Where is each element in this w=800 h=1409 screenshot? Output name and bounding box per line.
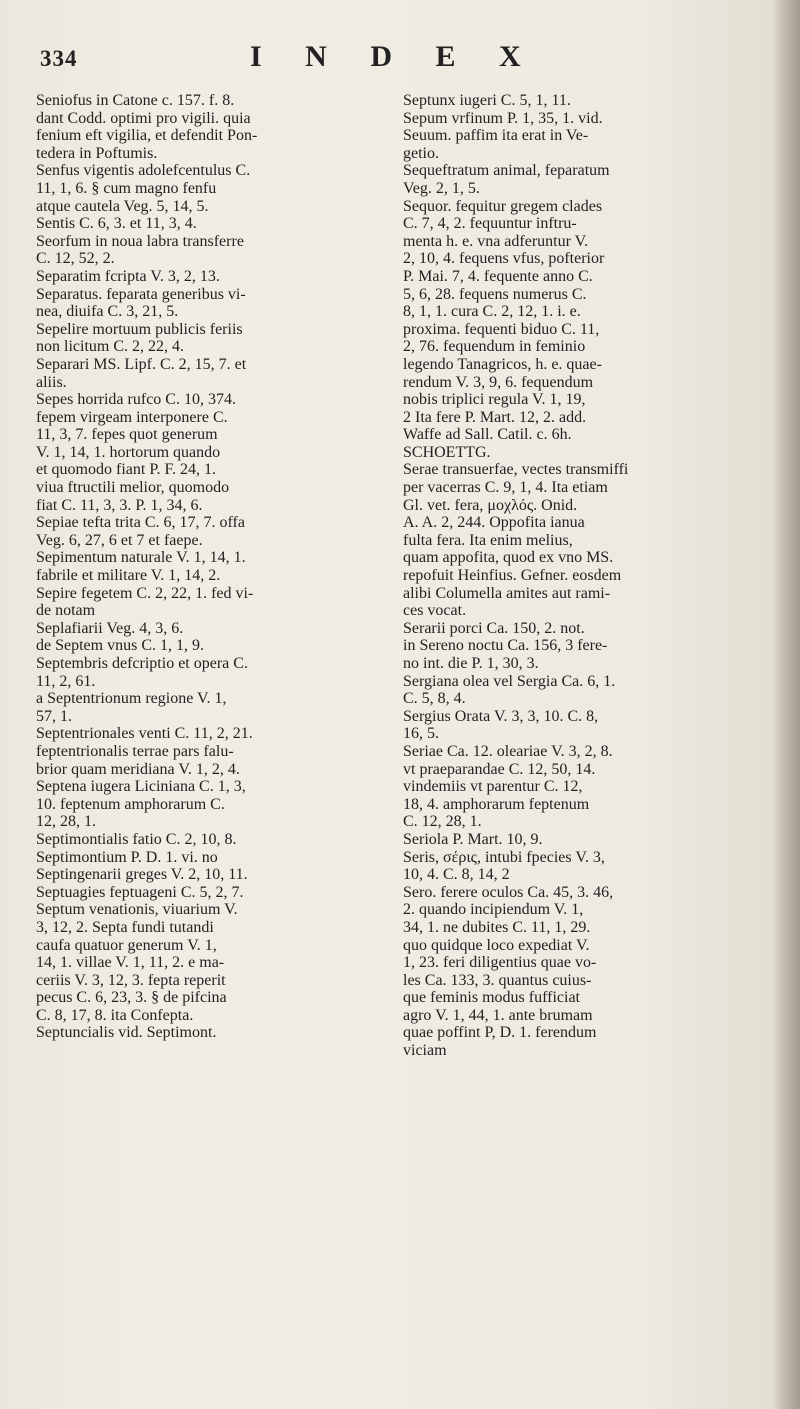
index-line: Septembris defcriptio et opera C.	[36, 655, 248, 672]
index-line: Sero. ferere oculos Ca. 45, 3. 46,	[403, 883, 614, 901]
index-line: 57, 1.	[36, 707, 72, 725]
index-line: C. 12, 28, 1.	[403, 813, 482, 831]
page-number: 334	[40, 46, 78, 71]
index-line: Seorfum in noua labra transferre	[36, 232, 244, 250]
index-line: Sepimentum naturale V. 1, 14, 1.	[36, 549, 246, 567]
index-line: Septingenarii greges V. 2, 10, 11.	[36, 866, 248, 884]
index-line: P. Mai. 7, 4. fequente anno C.	[403, 267, 593, 285]
index-line: fiat C. 11, 3, 3. P. 1, 34, 6.	[36, 496, 203, 514]
index-line: Sepiae tefta trita C. 6, 17, 7. offa	[36, 514, 245, 532]
index-line: per vacerras C. 9, 1, 4. Ita etiam	[403, 479, 608, 497]
index-line: Seris, σέρις, intubi fpecies V. 3,	[403, 848, 605, 866]
index-line: Sequor. fequitur gregem clades	[403, 197, 603, 215]
index-line: les Ca. 133, 3. quantus cuius-	[403, 971, 592, 989]
index-line: alibi Columella amites aut rami-	[403, 584, 611, 602]
index-line: 11, 1, 6. § cum magno fenfu	[36, 179, 217, 197]
index-line: Septimontium P. D. 1. vi. no	[36, 848, 218, 866]
index-line: de notam	[36, 602, 96, 620]
index-line: 11, 2, 61.	[36, 672, 96, 690]
index-line: Senfus vigentis adolefcentulus C.	[36, 162, 251, 180]
index-line: SCHOETTG.	[403, 443, 491, 461]
index-line: 10, 4. C. 8, 14, 2	[403, 866, 510, 884]
index-line: de Septem vnus C. 1, 1, 9.	[36, 637, 204, 655]
index-line: caufa quatuor generum V. 1,	[36, 936, 217, 954]
index-line: Seriola P. Mart. 10, 9.	[403, 830, 543, 848]
index-line: pecus C. 6, 23, 3. § de pifcina	[36, 989, 227, 1007]
index-line: proxima. fequenti biduo C. 11,	[403, 320, 600, 338]
index-line: 2, 10, 4. fequens vfus, pofterior	[403, 250, 605, 268]
index-line: 2. quando incipiendum V. 1,	[403, 901, 584, 919]
index-line: Septuagies feptuageni C. 5, 2, 7.	[36, 883, 244, 901]
index-line: vt praeparandae C. 12, 50, 14.	[403, 760, 596, 778]
index-line: viua ftructili melior, quomodo	[36, 479, 230, 497]
index-line: brior quam meridiana V. 1, 2, 4.	[36, 760, 240, 778]
index-line: Veg. 2, 1, 5.	[403, 179, 480, 197]
index-line: 10. feptenum amphorarum C.	[36, 795, 225, 813]
index-line: viciam	[403, 1042, 447, 1060]
index-line: 3, 12, 2. Septa fundi tutandi	[36, 918, 214, 936]
index-line: a Septentrionum regione V. 1,	[36, 690, 227, 708]
index-line: 2, 76. fequendum in feminio	[403, 338, 586, 356]
index-line: 2 Ita fere P. Mart. 12, 2. add.	[403, 408, 587, 426]
index-line: Septena iugera Liciniana C. 1, 3,	[36, 778, 246, 796]
index-line: 16, 5.	[403, 725, 439, 743]
index-line: C. 7, 4, 2. fequuntur inftru-	[403, 215, 577, 233]
index-line: A. A. 2, 244. Oppofita ianua	[403, 514, 585, 532]
index-line: Sepes horrida rufco C. 10, 374.	[36, 391, 236, 409]
index-line: Sergiana olea vel Sergia Ca. 6, 1.	[403, 672, 616, 690]
index-line: Sequeftratum animal, feparatum	[403, 162, 610, 180]
page-header	[0, 40, 790, 80]
index-line: ces vocat.	[403, 602, 467, 620]
index-line: Waffe ad Sall. Catil. c. 6h.	[403, 426, 572, 444]
index-line: Gl. vet. fera, μοχλός. Onid.	[403, 496, 578, 514]
index-column-left	[36, 92, 392, 1042]
index-line: menta h. e. vna adferuntur V.	[403, 232, 589, 250]
index-line: 1, 23. feri diligentius quae vo-	[403, 954, 597, 972]
running-title: I N D E X	[250, 40, 539, 73]
index-line: V. 1, 14, 1. hortorum quando	[36, 443, 221, 461]
index-line: getio.	[403, 144, 439, 162]
index-line: fabrile et militare V. 1, 14, 2.	[36, 567, 221, 585]
index-line: et quomodo fiant P. F. 24, 1.	[36, 461, 217, 479]
index-line: 5, 6, 28. fequens numerus C.	[403, 285, 587, 303]
index-line: no int. die P. 1, 30, 3.	[403, 655, 539, 672]
index-line: Veg. 6, 27, 6 et 7 et faepe.	[36, 531, 203, 549]
index-line: Seuum. paffim ita erat in Ve-	[403, 127, 589, 145]
index-line: 14, 1. villae V. 1, 11, 2. e ma-	[36, 954, 225, 972]
index-line: dant Codd. optimi pro vigili. quia	[36, 109, 251, 127]
index-line: fepem virgeam interponere C.	[36, 408, 228, 426]
index-line: C. 12, 52, 2.	[36, 250, 115, 268]
index-column-right	[403, 92, 771, 1060]
index-line: fulta fera. Ita enim melius,	[403, 531, 573, 549]
index-line: Separari MS. Lipf. C. 2, 15, 7. et	[36, 355, 247, 373]
index-line: quam appofita, quod ex vno MS.	[403, 549, 614, 567]
index-line: fenium eft vigilia, et defendit Pon-	[36, 127, 258, 145]
index-line: quae poffint P, D. 1. ferendum	[403, 1024, 597, 1042]
index-line: que feminis modus fufficiat	[403, 989, 580, 1007]
index-line: ceriis V. 3, 12, 3. fepta reperit	[36, 971, 226, 989]
index-line: 18, 4. amphorarum feptenum	[403, 795, 590, 813]
index-line: tedera in Poftumis.	[36, 144, 158, 162]
index-line: atque cautela Veg. 5, 14, 5.	[36, 197, 209, 215]
index-line: Seplafiarii Veg. 4, 3, 6.	[36, 619, 184, 637]
index-line: nobis triplici regula V. 1, 19,	[403, 391, 586, 409]
index-line: Seniofus in Catone c. 157. f. 8.	[36, 92, 235, 109]
index-line: non licitum C. 2, 22, 4.	[36, 338, 184, 356]
index-line: 8, 1, 1. cura C. 2, 12, 1. i. e.	[403, 303, 581, 321]
page-gutter-shadow	[772, 0, 800, 1409]
index-line: Seriae Ca. 12. oleariae V. 3, 2, 8.	[403, 742, 613, 760]
index-line: agro V. 1, 44, 1. ante brumam	[403, 1006, 593, 1024]
index-line: vindemiis vt parentur C. 12,	[403, 778, 583, 796]
index-line: in Sereno noctu Ca. 156, 3 fere-	[403, 637, 608, 655]
index-line: nea, diuifa C. 3, 21, 5.	[36, 303, 179, 321]
index-line: rendum V. 3, 9, 6. fequendum	[403, 373, 594, 391]
index-line: Septuncialis vid. Septimont.	[36, 1024, 217, 1042]
index-line: Septunx iugeri C. 5, 1, 11.	[403, 92, 571, 109]
index-line: C. 8, 17, 8. ita Confepta.	[36, 1006, 194, 1024]
index-line: Serarii porci Ca. 150, 2. not.	[403, 619, 585, 637]
index-line: legendo Tanagricos, h. e. quae-	[403, 355, 602, 373]
index-line: aliis.	[36, 373, 67, 391]
index-line: Sergius Orata V. 3, 3, 10. C. 8,	[403, 707, 599, 725]
index-line: 11, 3, 7. fepes quot generum	[36, 426, 218, 444]
index-line: Separatus. feparata generibus vi-	[36, 285, 246, 303]
index-line: Separatim fcripta V. 3, 2, 13.	[36, 267, 220, 285]
index-line: Septimontialis fatio C. 2, 10, 8.	[36, 830, 237, 848]
index-line: 34, 1. ne dubites C. 11, 1, 29.	[403, 918, 591, 936]
index-line: Septentrionales venti C. 11, 2, 21.	[36, 725, 253, 743]
index-line: repofuit Heinfius. Gefner. eosdem	[403, 567, 622, 585]
index-line: Sentis C. 6, 3. et 11, 3, 4.	[36, 215, 197, 233]
index-line: quo quidque loco expediat V.	[403, 936, 590, 954]
index-line: Sepum vrfinum P. 1, 35, 1. vid.	[403, 109, 603, 127]
index-line: feptentrionalis terrae pars falu-	[36, 742, 234, 760]
index-line: Serae transuerfae, vectes transmiffi	[403, 461, 629, 479]
index-line: 12, 28, 1.	[36, 813, 96, 831]
index-line: Sepire fegetem C. 2, 22, 1. fed vi-	[36, 584, 254, 602]
index-line: Septum venationis, viuarium V.	[36, 901, 238, 919]
index-line: C. 5, 8, 4.	[403, 690, 466, 708]
index-line: Sepelire mortuum publicis feriis	[36, 320, 243, 338]
